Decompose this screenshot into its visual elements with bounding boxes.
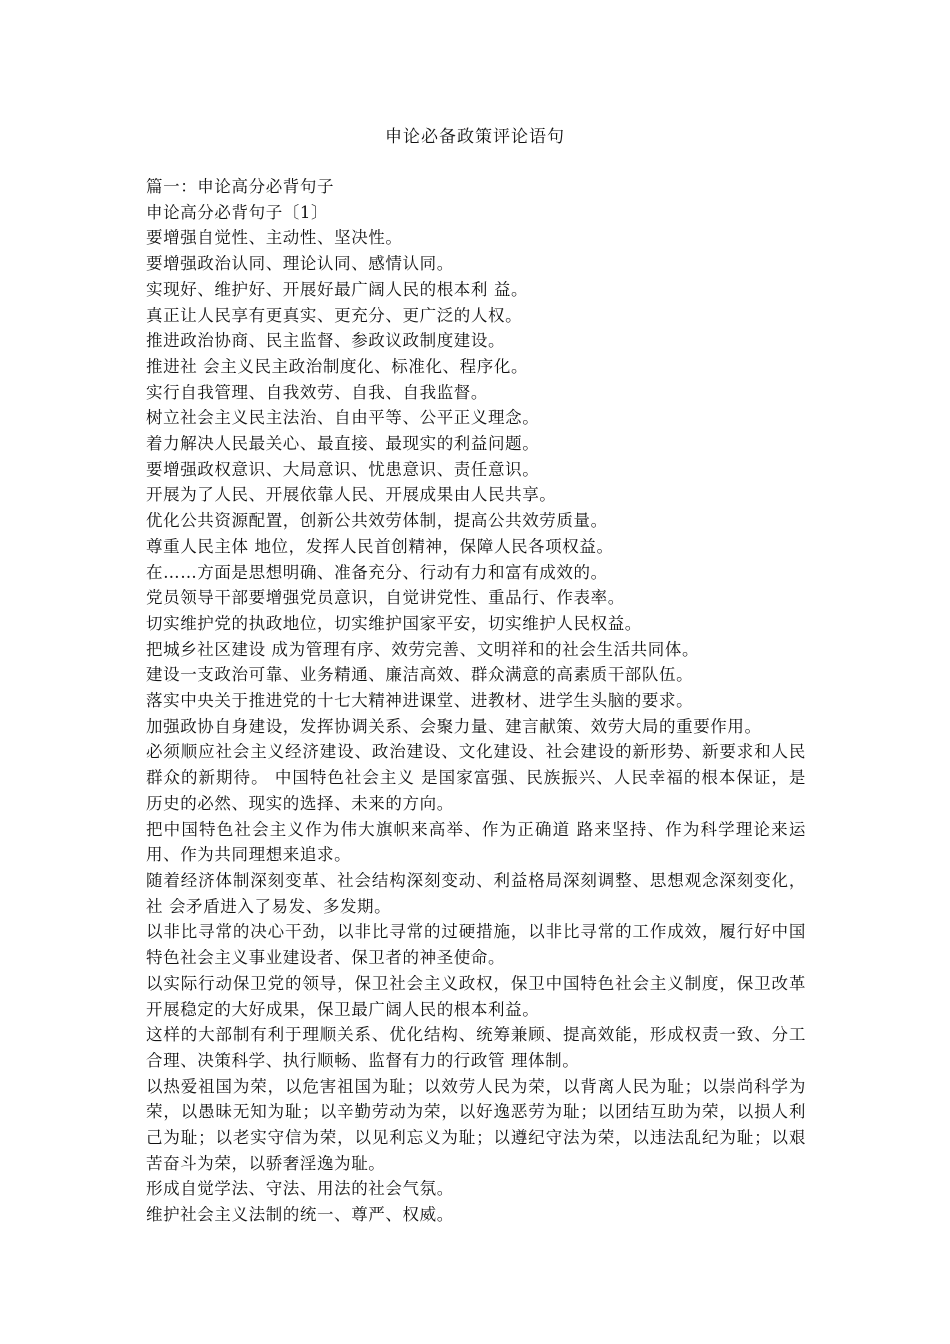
paragraph: 把中国特色社会主义作为伟大旗帜来高举、作为正确道 路来坚持、作为科学理论来运用、作为共同理想来追求。 bbox=[146, 819, 806, 865]
paragraph: 维护社会主义法制的统一、尊严、权威。 bbox=[146, 1205, 454, 1225]
paragraph: 要增强政权意识、大局意识、忧患意识、责任意识。 bbox=[146, 459, 540, 479]
paragraph: 篇一：申论高分必背句子 bbox=[146, 177, 335, 196]
paragraph: 要增强政治认同、理论认同、感情认同。 bbox=[146, 254, 454, 274]
paragraph: 实行自我管理、自我效劳、自我、自我监督。 bbox=[146, 382, 488, 402]
paragraph: 开展为了人民、开展依靠人民、开展成果由人民共享。 bbox=[146, 485, 557, 505]
paragraph: 随着经济体制深刻变革、社会结构深刻变动、利益格局深刻调整、思想观念深刻变化，社 会矛盾进入了易发、多发期。 bbox=[146, 870, 806, 916]
paragraph: 实现好、维护好、开展好最广阔人民的根本利 益。 bbox=[146, 279, 529, 299]
paragraph: 把城乡社区建设 成为管理有序、效劳完善、文明祥和的社会生活共同体。 bbox=[146, 639, 700, 659]
paragraph: 落实中央关于推进党的十七大精神进课堂、进教材、进学生头脑的要求。 bbox=[146, 691, 694, 711]
document-body bbox=[146, 174, 806, 1228]
paragraph: 真正让人民享有更真实、更充分、更广泛的人权。 bbox=[146, 305, 523, 325]
paragraph: 推进政治协商、民主监督、参政议政制度建设。 bbox=[146, 331, 506, 351]
document-title: 申论必备政策评论语句 bbox=[385, 127, 565, 147]
paragraph: 党员领导干部要增强党员意识，自觉讲党性、重品行、作表率。 bbox=[146, 588, 625, 608]
paragraph: 形成自觉学法、守法、用法的社会气氛。 bbox=[146, 1179, 454, 1199]
paragraph: 推进社 会主义民主政治制度化、标准化、程序化。 bbox=[146, 356, 529, 376]
paragraph: 建设一支政治可靠、业务精通、廉洁高效、群众满意的高素质干部队伍。 bbox=[146, 665, 694, 685]
paragraph: 着力解决人民最关心、最直接、最现实的利益问题。 bbox=[146, 434, 540, 454]
paragraph: 申论高分必背句子〔1〕 bbox=[146, 202, 329, 222]
paragraph: 以非比寻常的决心干劲，以非比寻常的过硬措施，以非比寻常的工作成效，履行好中国特色社会主义事业建设者、保卫者的神圣使命。 bbox=[146, 922, 806, 968]
paragraph: 以热爱祖国为荣，以危害祖国为耻；以效劳人民为荣，以背离人民为耻；以崇尚科学为荣，以愚昧无知为耻；以辛勤劳动为荣，以好逸恶劳为耻；以团结互助为荣，以损人利己为耻；以老实守信为荣，以见利忘义为耻；以遵纪守法为荣，以违法乱纪为耻；以艰苦奋斗为荣，以骄奢淫逸为耻。 bbox=[146, 1076, 806, 1173]
paragraph: 这样的大部制有利于理顺关系、优化结构、统筹兼顾、提高效能，形成权责一致、分工合理、决策科学、执行顺畅、监督有力的行政管 理体制。 bbox=[146, 1025, 806, 1070]
paragraph: 加强政协自身建设，发挥协调关系、会聚力量、建言献策、效劳大局的重要作用。 bbox=[146, 716, 762, 736]
paragraph: 以实际行动保卫党的领导，保卫社会主义政权，保卫中国特色社会主义制度，保卫改革开展稳定的大好成果，保卫最广阔人民的根本利益。 bbox=[146, 973, 806, 1019]
paragraph: 切实维护党的执政地位，切实维护国家平安，切实维护人民权益。 bbox=[146, 613, 642, 633]
paragraph: 要增强自觉性、主动性、坚决性。 bbox=[146, 228, 403, 248]
paragraph: 优化公共资源配置，创新公共效劳体制，提高公共效劳质量。 bbox=[146, 511, 608, 531]
paragraph: 在……方面是思想明确、准备充分、行动有力和富有成效的。 bbox=[146, 562, 608, 582]
paragraph: 树立社会主义民主法治、自由平等、公平正义理念。 bbox=[146, 408, 540, 428]
paragraph: 必须顺应社会主义经济建设、政治建设、文化建设、社会建设的新形势、新要求和人民群众的新期待。 中国特色社会主义 是国家富强、民族振兴、人民幸福的根本保证，是历史的必然、现实的选择、未来的方向。 bbox=[146, 742, 806, 813]
paragraph: 尊重人民主体 地位，发挥人民首创精神，保障人民各项权益。 bbox=[146, 536, 614, 556]
